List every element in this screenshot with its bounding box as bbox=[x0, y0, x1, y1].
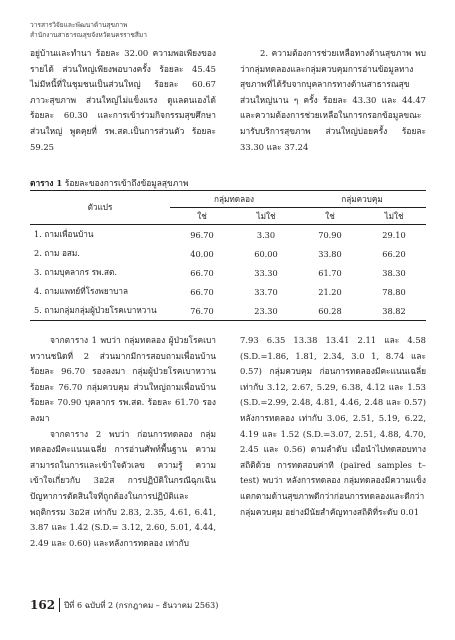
row-label: 1. ถามเพื่อนบ้าน bbox=[34, 229, 94, 239]
no-header: ไม่ใช่ bbox=[256, 210, 276, 221]
yes-header: ใช่ bbox=[325, 210, 335, 221]
access-table bbox=[30, 190, 426, 321]
table-row bbox=[30, 301, 426, 321]
cell: 96.70 bbox=[190, 229, 214, 240]
cell: 60.00 bbox=[254, 248, 278, 259]
top-right-paragraph bbox=[240, 46, 426, 155]
cell: 76.70 bbox=[170, 301, 234, 321]
cell: 78.80 bbox=[382, 286, 406, 297]
group-exp-header: กลุ่มทดลอง bbox=[170, 191, 298, 208]
cell: 33.80 bbox=[318, 248, 342, 259]
page-footer bbox=[30, 598, 218, 612]
journal-title: วารสารวิจัยและพัฒนาด้านสุขภาพ bbox=[30, 21, 128, 29]
table-row bbox=[30, 282, 426, 301]
cell: 61.70 bbox=[318, 267, 342, 278]
page-number: 162 bbox=[30, 598, 60, 612]
bottom-left-column bbox=[30, 333, 216, 551]
cell: 66.70 bbox=[190, 286, 214, 297]
cell: 3.30 bbox=[256, 229, 276, 240]
cell: 66.20 bbox=[382, 248, 406, 259]
table-row bbox=[30, 263, 426, 282]
cell: 21.20 bbox=[318, 286, 342, 297]
row-label: 2. ถาม อสม. bbox=[34, 248, 80, 258]
journal-header bbox=[30, 20, 147, 40]
cell: 38.30 bbox=[382, 267, 406, 278]
bottom-right-column bbox=[240, 333, 426, 520]
journal-publisher: สำนักงานสาธารณสุขจังหวัดนครราชสีมา bbox=[30, 31, 147, 39]
yes-header: ใช่ bbox=[197, 210, 207, 221]
bottom-left-paragraph-2: จากตาราง 2 พบว่า ก่อนการทดลอง กลุ่มทดลองมีคะแนนเฉลี่ย การอ่านศัพท์พื้นฐาน ความสามารถในการและเข้าใจตัวเลข ความรู้ ความเข้าใจเกี่ยวกับ 3อ2ส การปฏิบัติในกรณีฉุกเฉินปัญหาการตัดสินใจที่ถูกต้องในการปฏิบัติและพฤติกรรม 3อ2ส เท่ากับ 2.83, 2.35, 4.61, 6.41, 3.87 และ 1.42 (S.D.= 3.12, 2.60, 5.01, 4.44, 2.49 และ 0.60) และหลังการทดลอง เท่ากับ bbox=[30, 428, 216, 548]
top-right-text: 2. ความต้องการช่วยเหลือทางด้านสุขภาพ พบว่ากลุ่มทดลองและกลุ่มควบคุมการอ่านข้อมูลทางสุขภาพที่ได้รับจากบุคลากรทางด้านสาธารณสุข ส่วนใหญ่นาน ๆ ครั้ง ร้อยละ 43.30 และ 44.47 และความต้องการช่วยเหลือในการกรอกข้อมูลขณะมารับบริการสุขภาพ ส่วนใหญ่บ่อยครั้ง ร้อยละ 33.30 และ 37.24 bbox=[240, 48, 426, 152]
cell: 38.82 bbox=[362, 301, 426, 321]
cell: 66.70 bbox=[190, 267, 214, 278]
table-caption bbox=[30, 176, 188, 190]
table-caption-label: ตาราง 1 bbox=[30, 178, 63, 188]
row-label: 4. ถามแพทย์ที่โรงพยาบาล bbox=[34, 286, 129, 296]
table-caption-text: ร้อยละของการเข้าถึงข้อมูลสุขภาพ bbox=[64, 178, 189, 188]
bottom-right-paragraph: 7.93 6.35 13.38 13.41 2.11 และ 4.58 (S.D.=1.86, 1.81, 2.34, 3.0 1, 8.74 และ 0.57) กลุ่มควบคุม ก่อนการทดลองมีคะแนนเฉลี่ยเท่ากับ 3.12, 2.67, 5.29, 6.38, 4.12 และ 1.53 (S.D.=2.99, 2.48, 4.81, 4.46, 2.48 และ 0.57) หลังการทดลอง เท่ากับ 3.06, 2.51, 5.19, 6.22, 4.19 และ 1.52 (S.D.=3.07, 2.51, 4.88, 4.70, 2.45 และ 0.56) ตามลำดับ เมื่อนำไปทดสอบทางสถิติด้วย การทดสอบค่าที (paired samples t–test) พบว่า หลังการทดลอง กลุ่มทดลองมีความแข็งแตกตามด้านสุขภาพดีกว่าก่อนการทดลองและดีกว่ากลุ่มควบคุม อย่างมีนัยสำคัญทางสถิติที่ระดับ 0.01 bbox=[240, 335, 426, 517]
cell: 33.70 bbox=[254, 286, 278, 297]
bottom-left-paragraph-1: จากตาราง 1 พบว่า กลุ่มทดลอง ผู้ป่วยโรคเบาหวานชนิดที่ 2 ส่วนมากมีการสอบถามเพื่อนบ้าน ร้อยละ 96.70 รองลงมา กลุ่มผู้ป่วยโรคเบาหวาน ร้อยละ 76.70 กลุ่มควบคุม ส่วนใหญ่ถามเพื่อนบ้าน ร้อยละ 70.90 บุคลากร รพ.สต. ร้อยละ 61.70 รองลงมา bbox=[30, 335, 216, 423]
table-row bbox=[30, 225, 426, 245]
row-label: 5. ถามกลุ่มกลุ่มผู้ป่วยโรคเบาหวาน bbox=[30, 301, 170, 321]
variable-header: ตัวแปร bbox=[30, 191, 170, 225]
issue-info: ปีที่ 6 ฉบับที่ 2 (กรกฎาคม – ธันวาคม 2563) bbox=[64, 600, 219, 610]
table-row bbox=[30, 244, 426, 263]
cell: 70.90 bbox=[318, 229, 342, 240]
no-header: ไม่ใช่ bbox=[384, 210, 404, 221]
group-ctl-header: กลุ่มควบคุม bbox=[298, 191, 426, 208]
row-label: 3. ถามบุคลากร รพ.สต. bbox=[34, 267, 117, 277]
cell: 40.00 bbox=[190, 248, 214, 259]
cell: 23.30 bbox=[234, 301, 298, 321]
cell: 33.30 bbox=[254, 267, 278, 278]
top-left-paragraph bbox=[30, 46, 216, 155]
cell: 29.10 bbox=[382, 229, 406, 240]
top-left-text: อยู่บ้านและทำนา ร้อยละ 32.00 ความพอเพียงของรายได้ ส่วนใหญ่เพียงพอบางครั้ง ร้อยละ 45.45 ไม่มีหนี้ที่ในชุมชนเป็นส่วนใหญ่ ร้อยละ 60.67 ภาวะสุขภาพ ส่วนใหญ่ไม่แข็งแรง ดูแลตนเองได้ ร้อยละ 60.30 และการเข้าร่วมกิจกรรมสุขศึกษา ส่วนใหญ่ พูดคุยที่ รพ.สต.เป็นการส่วนตัว ร้อยละ 59.25 bbox=[30, 48, 216, 152]
cell: 60.28 bbox=[298, 301, 362, 321]
